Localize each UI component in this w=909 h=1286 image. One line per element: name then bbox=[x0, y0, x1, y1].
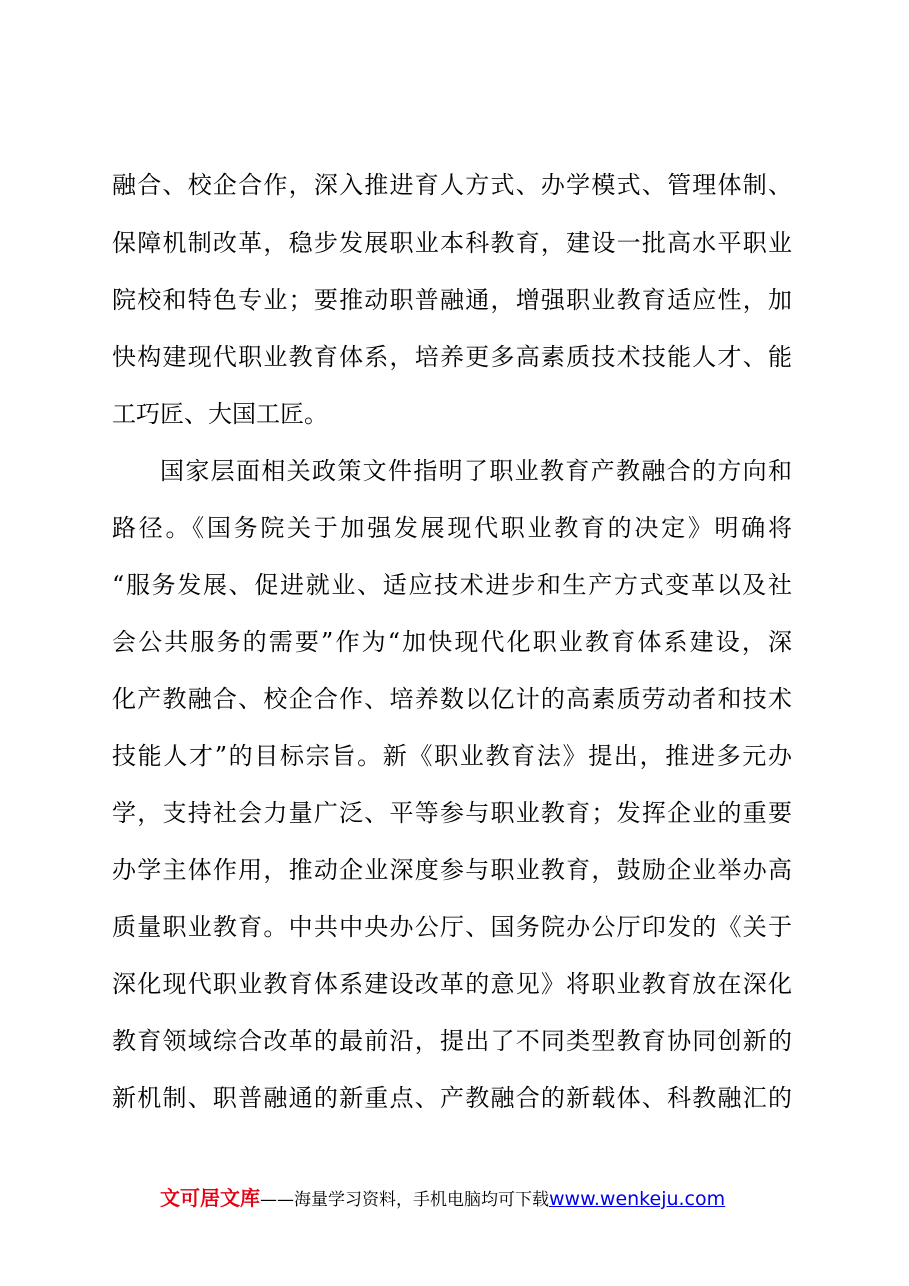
paragraph-line-13: 办学主体作用，推动企业深度参与职业教育，鼓励企业举办高 bbox=[112, 856, 792, 884]
paragraph-line-14: 质量职业教育。中共中央办公厅、国务院办公厅印发的《关于 bbox=[112, 913, 792, 941]
paragraph-line-3: 院校和特色专业；要推动职普融通，增强职业教育适应性，加 bbox=[112, 286, 792, 314]
paragraph-line-12: 学，支持社会力量广泛、平等参与职业教育；发挥企业的重要 bbox=[112, 799, 792, 827]
paragraph-line-15: 深化现代职业教育体系建设改革的意见》将职业教育放在深化 bbox=[112, 970, 792, 998]
paragraph-line-8: “服务发展、促进就业、适应技术进步和生产方式变革以及社 bbox=[112, 571, 792, 599]
paragraph-line-1: 融合、校企合作，深入推进育人方式、办学模式、管理体制、 bbox=[112, 171, 792, 199]
paragraph-line-9: 会公共服务的需要”作为“加快现代化职业教育体系建设，深 bbox=[112, 628, 792, 656]
footer-site-link[interactable]: www.wenkeju.com bbox=[549, 1188, 726, 1210]
paragraph-line-10: 化产教融合、校企合作、培养数以亿计的高素质劳动者和技术 bbox=[112, 685, 792, 713]
footer-banner bbox=[160, 1183, 725, 1213]
footer-brand: 文可居文库 bbox=[160, 1186, 260, 1210]
paragraph-line-16: 教育领域综合改革的最前沿，提出了不同类型教育协同创新的 bbox=[112, 1027, 792, 1055]
footer-tagline: ——海量学习资料，手机电脑均可下载 bbox=[260, 1190, 549, 1210]
paragraph-line-17: 新机制、职普融通的新重点、产教融合的新载体、科教融汇的 bbox=[112, 1084, 792, 1112]
paragraph-line-7: 路径。《国务院关于加强发展现代职业教育的决定》明确将 bbox=[112, 514, 792, 542]
paragraph-line-6: 国家层面相关政策文件指明了职业教育产教融合的方向和 bbox=[160, 457, 792, 485]
paragraph-line-5: 工巧匠、大国工匠。 bbox=[112, 400, 328, 428]
paragraph-line-11: 技能人才”的目标宗旨。新《职业教育法》提出，推进多元办 bbox=[112, 742, 792, 770]
paragraph-line-2: 保障机制改革，稳步发展职业本科教育，建设一批高水平职业 bbox=[112, 229, 792, 257]
paragraph-line-4: 快构建现代职业教育体系，培养更多高素质技术技能人才、能 bbox=[112, 343, 792, 371]
